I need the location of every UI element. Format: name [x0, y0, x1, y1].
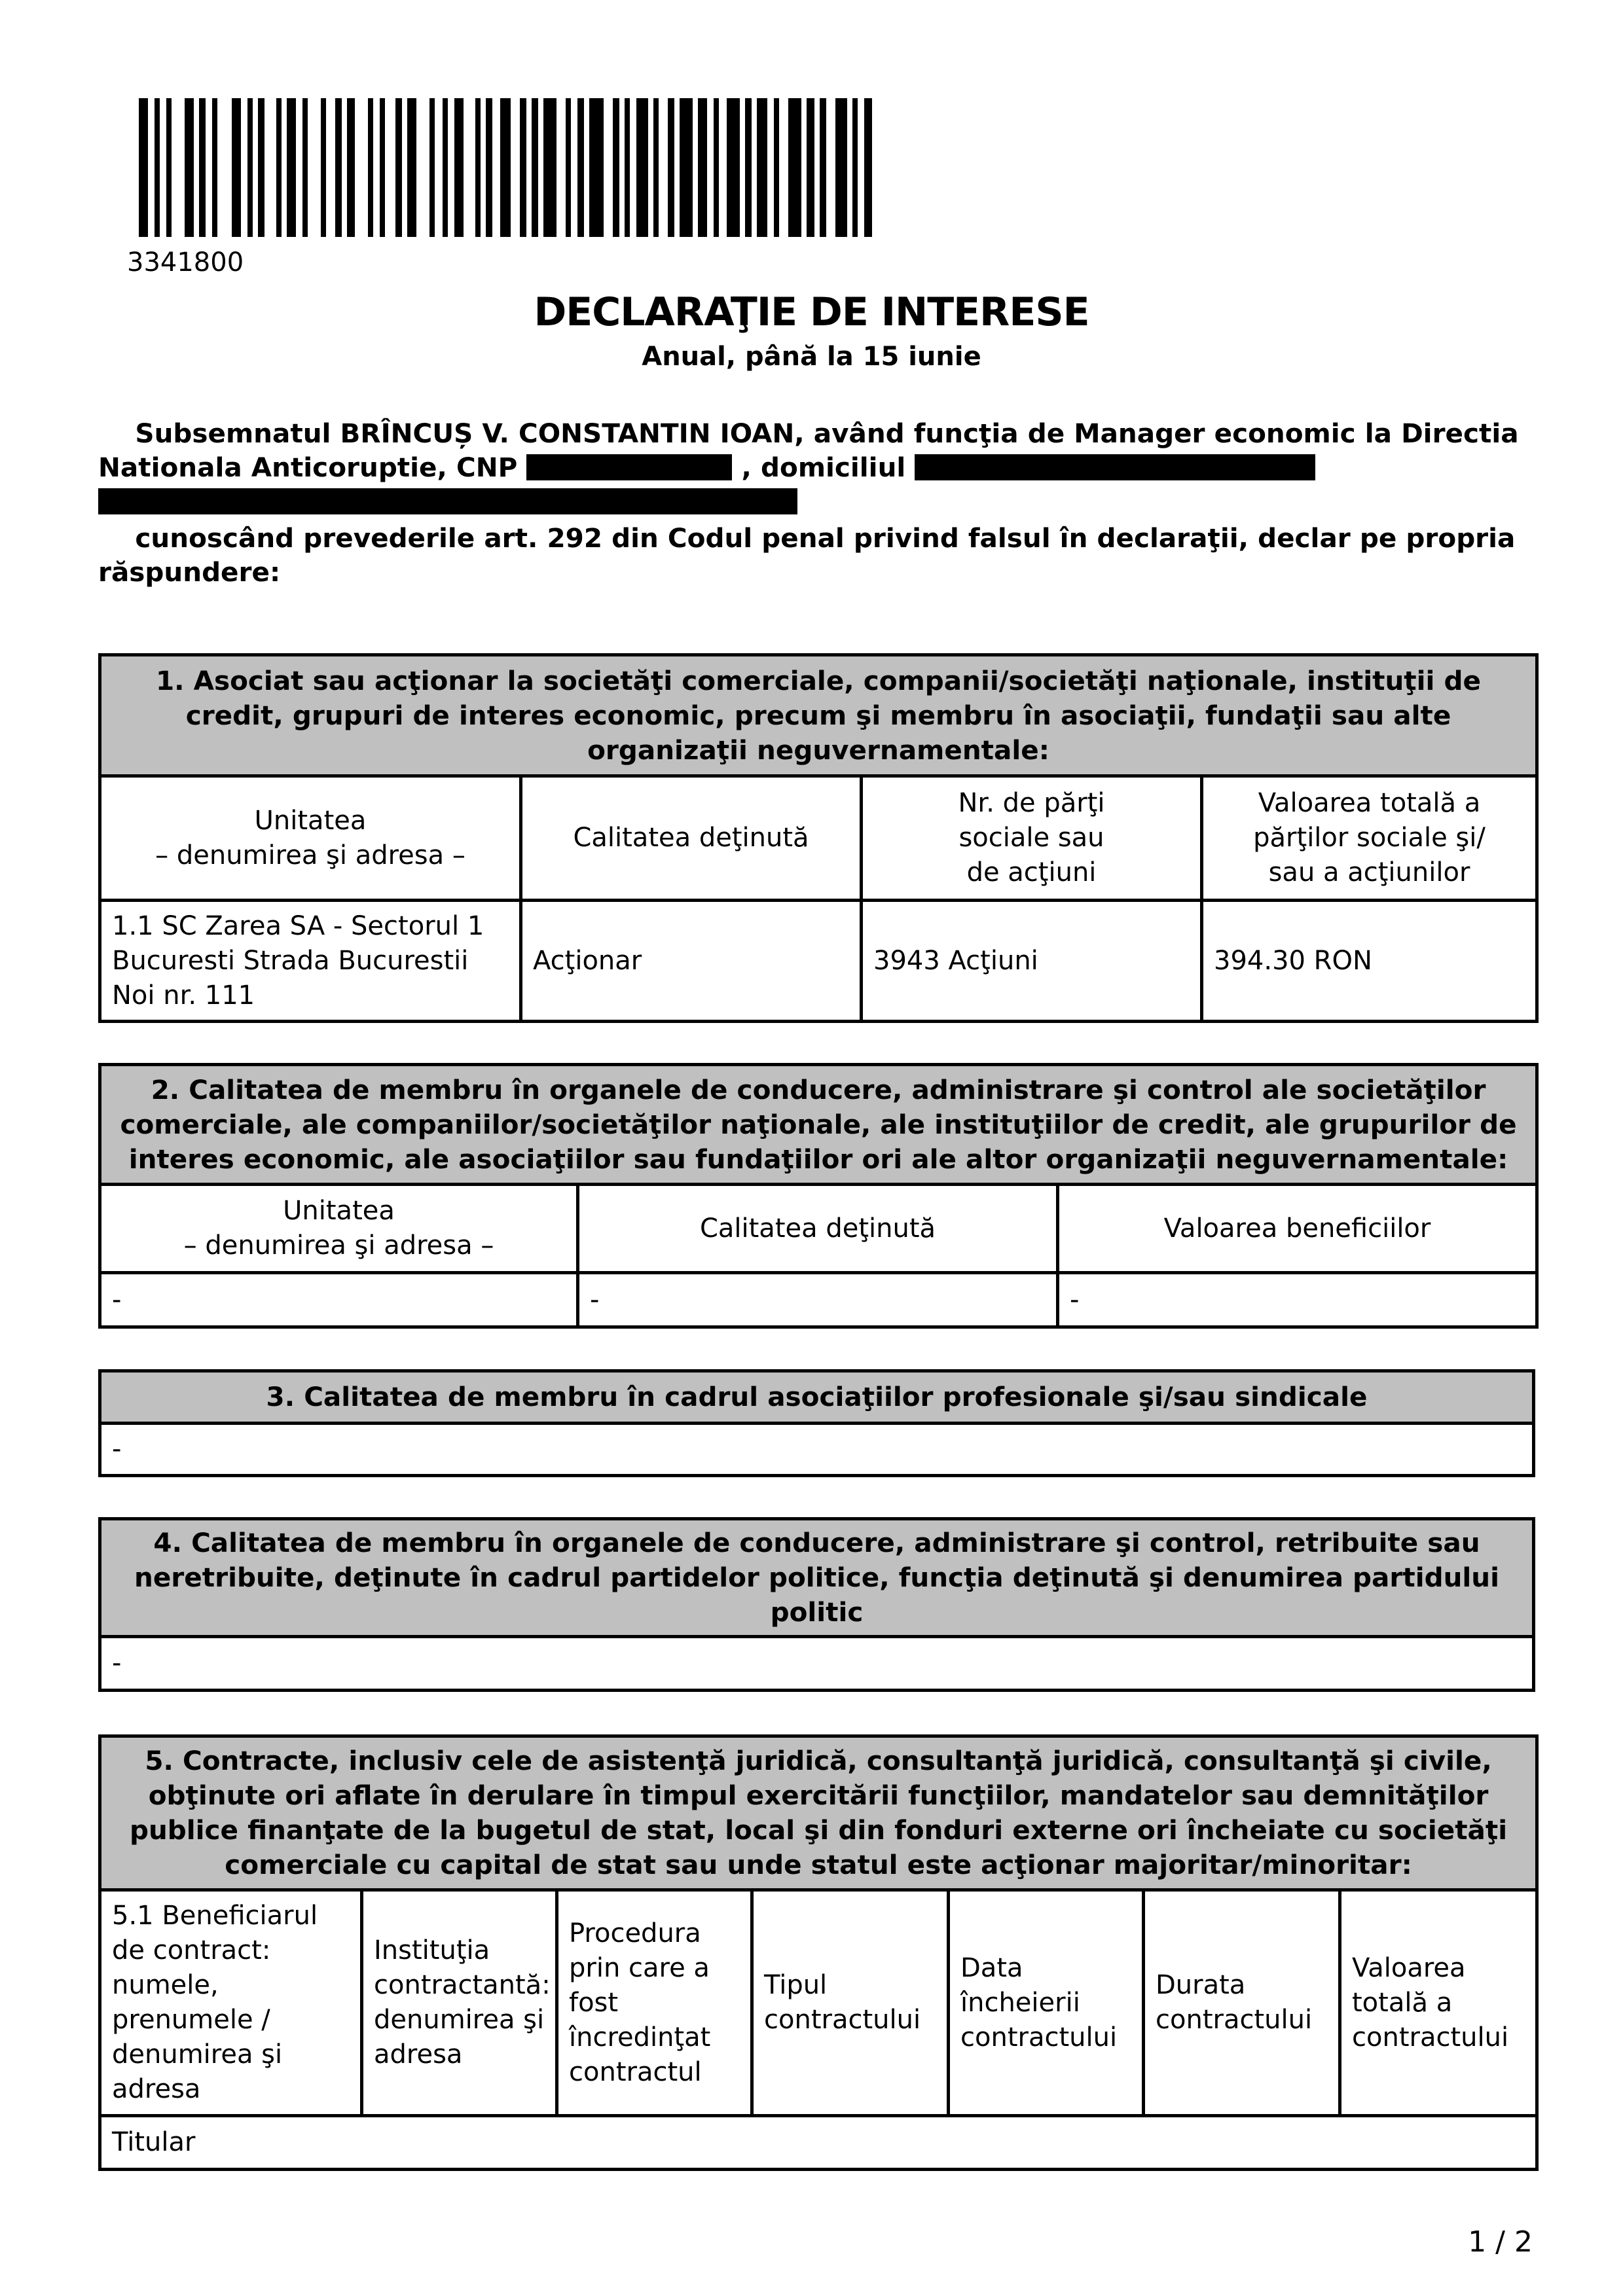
declarant-text-part1: Subsemnatul BRÎNCUȘ V. CONSTANTIN IOAN, având funcţia de Manager economic la Directia Nationala Anticoruptie, CNP — [98, 418, 1519, 483]
table-row — [100, 1273, 1537, 1327]
barcode-bar — [589, 98, 604, 237]
barcode-bar — [302, 98, 308, 237]
barcode-bar — [486, 98, 492, 237]
barcode-bar — [276, 98, 282, 237]
section-5-header-institution: Instituţia contractantă: denumirea şi adresa — [362, 1890, 557, 2116]
barcode-bar — [864, 98, 872, 237]
declaration-statement-text: cunoscând prevederile art. 292 din Codul penal privind falsul în declaraţii, declar pe propria răspundere: — [98, 522, 1516, 588]
barcode-bar — [335, 98, 342, 237]
barcode-bar — [625, 98, 630, 237]
header-value-line1: Valoarea totală a — [1258, 788, 1481, 818]
redacted-cnp — [526, 454, 732, 480]
barcode-bar — [185, 98, 194, 237]
redacted-address — [915, 454, 1315, 480]
barcode-bar — [199, 98, 206, 237]
barcode-bar — [566, 98, 571, 237]
barcode-bar — [443, 98, 448, 237]
section-5-header-type: Tipul contractului — [752, 1890, 949, 2116]
barcode-bar — [247, 98, 253, 237]
header-value-line2: părţilor sociale şi/ — [1253, 823, 1486, 853]
barcode-bar — [820, 98, 826, 237]
barcode-bar — [807, 98, 814, 237]
barcode-bar — [835, 98, 847, 237]
barcode — [139, 98, 883, 237]
barcode-bar — [380, 98, 385, 237]
section-1-table — [98, 653, 1539, 1023]
section-1-header-unit — [100, 776, 521, 901]
declaration-statement — [98, 521, 1532, 589]
section-1-cell-shares: 3943 Acţiuni — [862, 901, 1202, 1022]
section-4-value: - — [100, 1637, 1534, 1691]
header-unit-line2: – denumirea şi adresa – — [155, 840, 465, 870]
document-subtitle: Anual, până la 15 iunie — [642, 342, 981, 372]
barcode-bar — [500, 98, 511, 237]
barcode-bar — [577, 98, 584, 237]
barcode-bar — [321, 98, 326, 237]
section-5-subrow-titular: Titular — [100, 2116, 1537, 2170]
barcode-bar — [745, 98, 752, 237]
section-2-header-unit — [100, 1185, 578, 1273]
section-1-cell-role: Acţionar — [521, 901, 862, 1022]
barcode-bar — [680, 98, 693, 237]
barcode-bar — [757, 98, 767, 237]
section-5-header-date: Data încheierii contractului — [949, 1890, 1144, 2116]
header-unit-line2: – denumirea şi adresa – — [183, 1230, 494, 1261]
barcode-bar — [636, 98, 648, 237]
barcode-bar — [613, 98, 619, 237]
section-2-title: 2. Calitatea de membru în organele de conducere, administrare şi control ale societăţilor comerciale, ale companiilor/societăţilor naţionale, ale instituţiilor de credit, ale grupurilor de interes economic, ale asociaţiilor sau fundaţiilor ori ale altor organizaţii neguvernamentale: — [100, 1065, 1537, 1185]
barcode-bar — [347, 98, 355, 237]
section-5-table — [98, 1734, 1539, 2171]
barcode-bar — [788, 98, 801, 237]
section-2-header-benefits: Valoarea beneficiilor — [1058, 1185, 1537, 1273]
section-2-table — [98, 1063, 1539, 1329]
barcode-bar — [475, 98, 481, 237]
section-1-cell-unit: 1.1 SC Zarea SA - Sectorul 1 Bucuresti Strada Bucurestii Noi nr. 111 — [100, 901, 521, 1022]
document-title: DECLARAŢIE DE INTERESE — [534, 289, 1089, 335]
section-3-value: - — [100, 1424, 1534, 1476]
barcode-bar — [407, 98, 416, 237]
section-2-header-role: Calitatea deţinută — [578, 1185, 1058, 1273]
section-5-header-value: Valoarea totală a contractului — [1340, 1890, 1537, 2116]
barcode-bar — [368, 98, 373, 237]
section-1-header-role: Calitatea deţinută — [521, 776, 862, 901]
header-value-line3: sau a acţiunilor — [1268, 857, 1470, 888]
barcode-number: 3341800 — [127, 247, 244, 278]
barcode-bar — [653, 98, 659, 237]
header-shares-line2: sociale sau — [958, 823, 1104, 853]
section-5-header-beneficiary: 5.1 Beneficiarul de contract: numele, prenumele / denumirea şi adresa — [100, 1890, 362, 2116]
barcode-bar — [395, 98, 402, 237]
section-1-header-value — [1202, 776, 1537, 901]
barcode-bar — [727, 98, 740, 237]
barcode-bar — [532, 98, 538, 237]
header-unit-line1: Unitatea — [254, 805, 367, 836]
header-shares-line3: de acţiuni — [966, 857, 1097, 888]
barcode-bar — [520, 98, 526, 237]
section-4-title: 4. Calitatea de membru în organele de conducere, administrare şi control, retribuite sau neretribuite, deţinute în cadrul partidelor politice, funcţia deţinută şi denumirea partidului politic — [100, 1519, 1534, 1637]
declarant-paragraph — [98, 416, 1532, 518]
barcode-bar — [543, 98, 556, 237]
barcode-bar — [212, 98, 217, 237]
section-5-title: 5. Contracte, inclusiv cele de asistenţă juridică, consultanţă juridică, consultanţă şi civile, obţinute ori aflate în derulare în timpul exercitării funcţiilor, mandatelor sau demnităţilor publice finanţate de la bugetul de stat, local şi din fonduri externe ori încheiate cu societăţi comerciale cu capital de stat sau unde statul este acţionar majoritar/minoritar: — [100, 1736, 1537, 1890]
barcode-bar — [155, 98, 160, 237]
barcode-bar — [287, 98, 296, 237]
barcode-bar — [258, 98, 264, 237]
barcode-bar — [166, 98, 172, 237]
header-unit-line1: Unitatea — [283, 1196, 395, 1226]
barcode-bar — [774, 98, 779, 237]
section-3-table — [98, 1369, 1535, 1477]
barcode-bar — [668, 98, 674, 237]
section-5-header-duration: Durata contractului — [1144, 1890, 1340, 2116]
barcode-bar — [139, 98, 148, 237]
barcode-bar — [852, 98, 858, 237]
barcode-bar — [714, 98, 719, 237]
section-1-title: 1. Asociat sau acţionar la societăţi comerciale, companii/societăţi naţionale, instituţii de credit, grupuri de interes economic, precum şi membru în asociaţii, fundaţii sau alte organizaţii neguvernamentale: — [100, 655, 1537, 776]
section-4-table — [98, 1517, 1535, 1692]
declarant-text-part2: , domiciliul — [741, 452, 906, 483]
section-1-cell-value: 394.30 RON — [1202, 901, 1537, 1022]
section-2-cell-benefits: - — [1058, 1273, 1537, 1327]
section-2-cell-unit: - — [100, 1273, 578, 1327]
redacted-address-continued — [98, 488, 797, 514]
table-row — [100, 901, 1537, 1022]
barcode-bar — [232, 98, 241, 237]
barcode-bar — [454, 98, 464, 237]
page-number: 1 / 2 — [1468, 2225, 1533, 2259]
section-2-cell-role: - — [578, 1273, 1058, 1327]
section-3-title: 3. Calitatea de membru în cadrul asociaţiilor profesionale şi/sau sindicale — [100, 1371, 1534, 1424]
barcode-bar — [698, 98, 707, 237]
section-1-header-shares — [862, 776, 1202, 901]
barcode-bar — [429, 98, 435, 237]
section-5-header-procedure: Procedura prin care a fost încredinţat contractul — [557, 1890, 752, 2116]
header-shares-line1: Nr. de părţi — [958, 788, 1105, 818]
